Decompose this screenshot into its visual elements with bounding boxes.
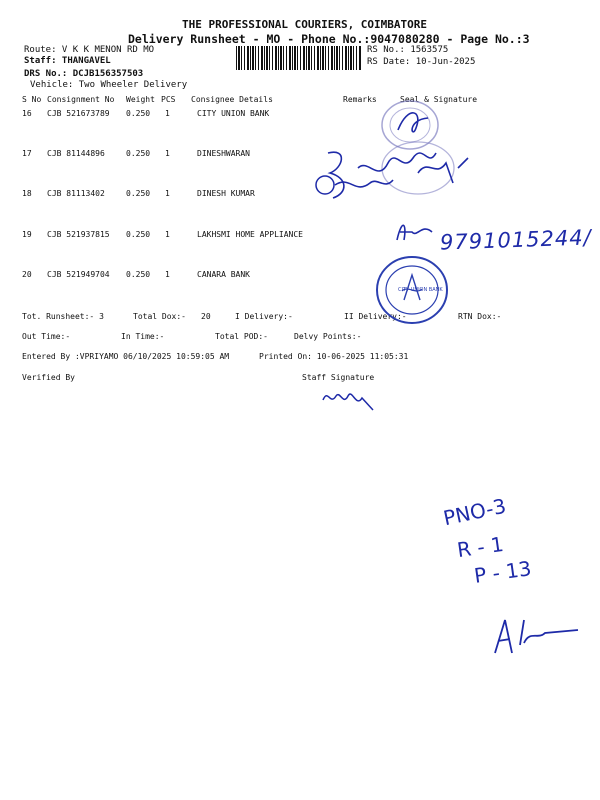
signature-icon (392, 218, 442, 248)
route-label: Route: V K K MENON RD MO (24, 45, 155, 55)
rs-number: RS No.: 1563575 (367, 45, 449, 55)
row-pcs: 1 (165, 149, 170, 158)
row-consignment: CJB 521673789 (47, 109, 110, 118)
row-consignee: LAKHSMI HOME APPLIANCE (197, 230, 303, 239)
row-consignee: CITY UNION BANK (197, 109, 270, 118)
row-pcs: 1 (165, 109, 170, 118)
rtn-dox: RTN Dox:- (458, 312, 502, 321)
drs-number: DRS No.: DCJB156357503 (24, 69, 144, 79)
row-pcs: 1 (165, 230, 170, 239)
row-consignment: CJB 81144896 (47, 149, 105, 158)
barcode (236, 46, 362, 70)
out-time: Out Time:- (22, 332, 71, 341)
row-consignee: DINESH KUMAR (197, 189, 255, 198)
table-row (0, 109, 600, 123)
i-delivery: I Delivery:- (235, 312, 293, 321)
row-sno: 18 (22, 189, 32, 198)
verified-by: Verified By (22, 373, 75, 382)
row-weight: 0.250 (126, 270, 151, 279)
row-consignment: CJB 81113402 (47, 189, 105, 198)
tot-runsheet: Tot. Runsheet:- 3 (22, 312, 104, 321)
handwritten-pno: PNO-3 (441, 493, 509, 531)
row-consignment: CJB 521949704 (47, 270, 110, 279)
row-consignee: CANARA BANK (197, 270, 250, 279)
printed-on: Printed On: 10-06-2025 11:05:31 (259, 352, 409, 361)
rs-date: RS Date: 10-Jun-2025 (367, 57, 476, 67)
ii-delivery: II Delivery:- (344, 312, 407, 321)
col-seal-signature: Seal & Signature (400, 95, 478, 104)
row-pcs: 1 (165, 270, 170, 279)
table-row (0, 189, 600, 203)
table-row (0, 149, 600, 163)
initials-signature-icon (490, 615, 585, 660)
row-sno: 16 (22, 109, 32, 118)
row-sno: 17 (22, 149, 32, 158)
col-sno: S No (22, 95, 42, 104)
row-weight: 0.250 (126, 109, 151, 118)
entry-row (0, 352, 600, 366)
col-remarks: Remarks (343, 95, 377, 104)
staff-signature-label: Staff Signature (302, 373, 375, 382)
table-row (0, 270, 600, 284)
row-sno: 20 (22, 270, 32, 279)
signature-icon (305, 165, 405, 210)
col-consignment: Consignment No (47, 95, 115, 104)
row-weight: 0.250 (126, 230, 151, 239)
delvy-points: Delvy Points:- (294, 332, 362, 341)
times-row (0, 332, 600, 346)
company-title: THE PROFESSIONAL COURIERS, COIMBATORE (182, 18, 428, 31)
row-consignment: CJB 521937815 (47, 230, 110, 239)
total-pod: Total POD:- (215, 332, 268, 341)
stamp-text: CITY UNION BANK (398, 287, 443, 293)
col-weight: Weight (126, 95, 155, 104)
row-sno: 19 (22, 230, 32, 239)
runsheet-subtitle: Delivery Runsheet - MO - Phone No.:9047080280 - Page No.:3 (128, 32, 530, 46)
entered-by: Entered By :VPRIYAMO 06/10/2025 10:59:05 AM (22, 352, 230, 361)
verify-row (0, 373, 600, 387)
handwritten-r: R - 1 (455, 531, 506, 563)
handwritten-phone: 9791015244/ (439, 225, 593, 255)
in-time: In Time:- (121, 332, 165, 341)
handwritten-p: P - 13 (472, 556, 533, 588)
staff-label: Staff: THANGAVEL (24, 56, 111, 66)
total-dox-label: Total Dox:- (133, 312, 186, 321)
totals-row (0, 312, 600, 326)
row-consignee: DINESHWARAN (197, 149, 250, 158)
table-header (0, 95, 600, 109)
row-weight: 0.250 (126, 189, 151, 198)
col-consignee: Consignee Details (191, 95, 273, 104)
col-pcs: PCS (161, 95, 176, 104)
total-dox-value: 20 (201, 312, 211, 321)
row-weight: 0.250 (126, 149, 151, 158)
row-pcs: 1 (165, 189, 170, 198)
staff-signature-icon (318, 388, 378, 418)
vehicle-label: Vehicle: Two Wheeler Delivery (30, 80, 188, 90)
